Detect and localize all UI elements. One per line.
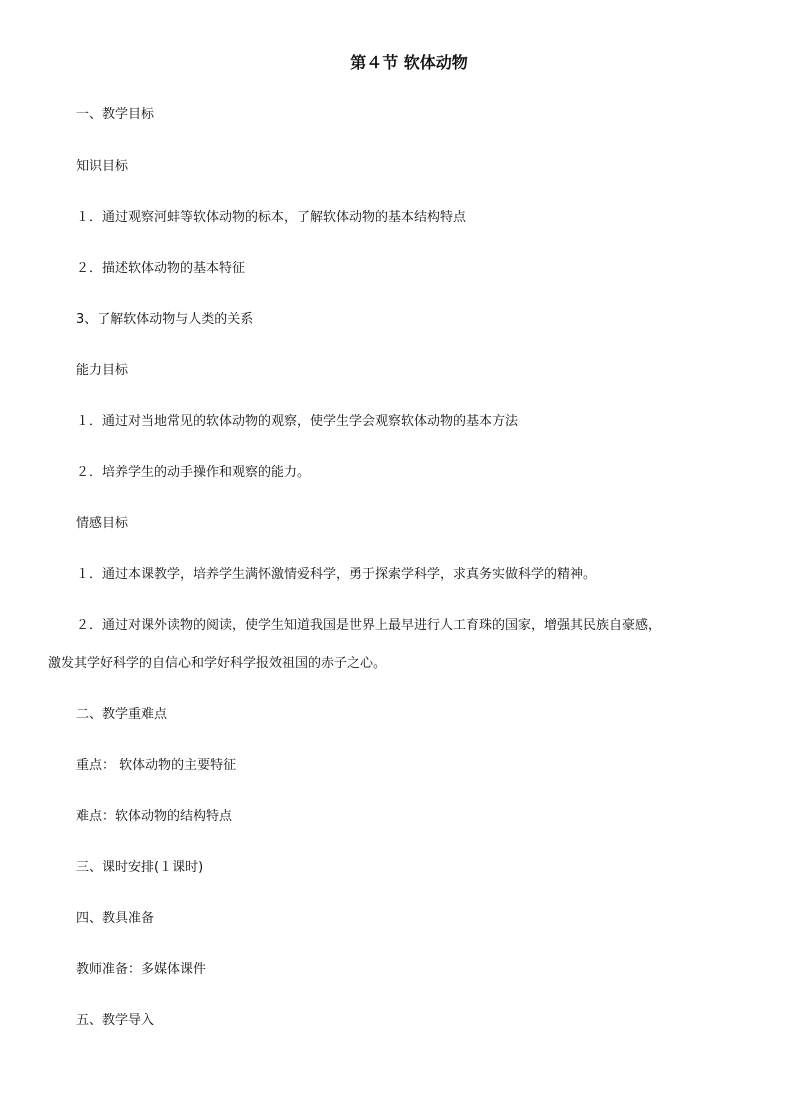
section-heading-teaching-aids: 四、教具准备 — [76, 911, 155, 926]
section-heading-schedule: 三、课时安排(１课时) — [76, 860, 204, 875]
difficult-point: 难点：软体动物的结构特点 — [76, 809, 233, 824]
emotion-goal-2-continued: 激发其学好科学的自信心和学好科学报效祖国的赤子之心。 — [48, 656, 387, 671]
knowledge-goal-2: ２．描述软体动物的基本特征 — [76, 261, 246, 276]
document-title: 第４节 软体动物 — [350, 53, 468, 72]
section-heading-teaching-goals: 一、教学目标 — [76, 107, 155, 122]
teacher-preparation: 教师准备：多媒体课件 — [76, 962, 207, 977]
key-point: 重点： 软体动物的主要特征 — [76, 758, 237, 773]
ability-goal-2: ２．培养学生的动手操作和观察的能力。 — [76, 465, 311, 480]
subheading-emotion-goals: 情感目标 — [76, 516, 129, 531]
subheading-ability-goals: 能力目标 — [76, 363, 129, 378]
emotion-goal-2: ２．通过对课外读物的阅读，使学生知道我国是世界上最早进行人工育珠的国家，增强其民族自豪感， — [76, 618, 662, 633]
ability-goal-1: １．通过对当地常见的软体动物的观察，使学生学会观察软体动物的基本方法 — [76, 414, 519, 429]
section-heading-introduction: 五、教学导入 — [76, 1013, 155, 1028]
emotion-goal-1: １．通过本课教学，培养学生满怀激情爱科学，勇于探索学科学，求真务实做科学的精神。 — [76, 567, 597, 582]
knowledge-goal-3: 3、了解软体动物与人类的关系 — [76, 312, 254, 327]
knowledge-goal-1: １．通过观察河蚌等软体动物的标本，了解软体动物的基本结构特点 — [76, 210, 467, 225]
section-heading-key-points: 二、教学重难点 — [76, 707, 168, 722]
subheading-knowledge-goals: 知识目标 — [76, 159, 129, 174]
